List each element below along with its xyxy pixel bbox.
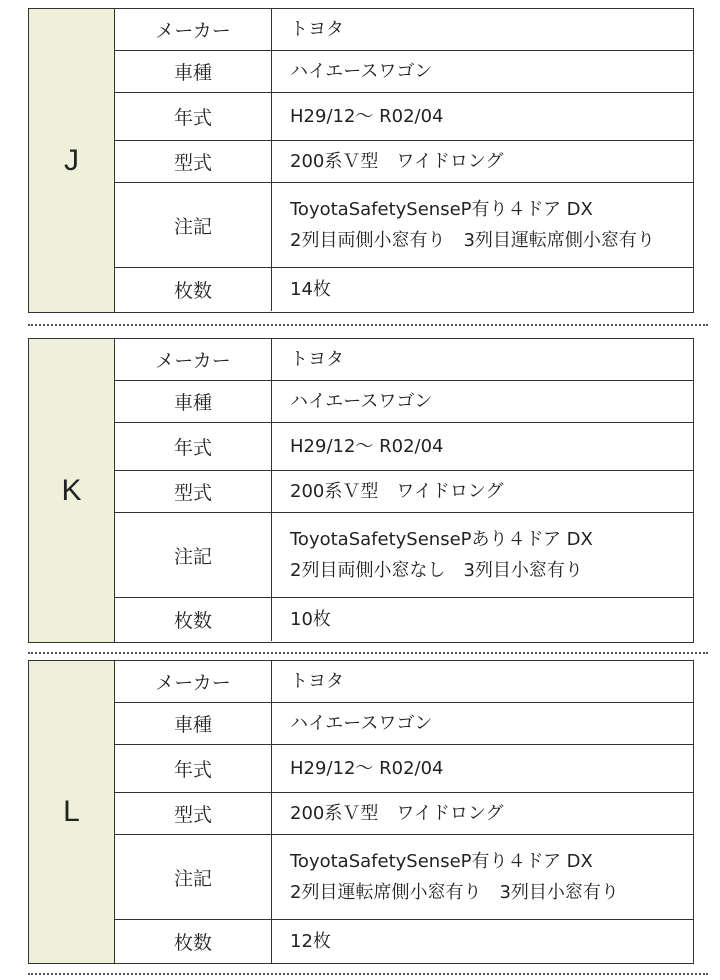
row-model xyxy=(115,51,693,93)
block-letter: J xyxy=(64,143,79,177)
value-model: ハイエースワゴン xyxy=(290,713,433,734)
note-line-2: 2列目運転席側小窓有り 3列目小窓有り xyxy=(290,882,619,903)
value-count: 12枚 xyxy=(290,931,331,952)
row-model xyxy=(115,703,693,745)
note-line-2: 2列目両側小窓なし 3列目小窓有り xyxy=(290,560,583,581)
dotted-divider xyxy=(28,324,708,326)
row-year xyxy=(115,93,693,141)
row-model xyxy=(115,381,693,423)
note-line-1: ToyotaSafetySenseP有り４ドア DX xyxy=(290,199,593,220)
label-count: 枚数 xyxy=(115,920,272,963)
value-model: ハイエースワゴン xyxy=(290,61,433,82)
value-count: 14枚 xyxy=(290,279,331,300)
note-line-2: 2列目両側小窓有り 3列目運転席側小窓有り xyxy=(290,230,655,251)
value-maker: トヨタ xyxy=(290,19,344,40)
note-line-1: ToyotaSafetySenseP有り４ドア DX xyxy=(290,851,593,872)
row-count xyxy=(115,920,693,963)
value-count: 10枚 xyxy=(290,609,331,630)
label-maker: メーカー xyxy=(115,339,272,380)
spec-rows xyxy=(115,661,693,963)
value-maker: トヨタ xyxy=(290,671,344,692)
value-model: ハイエースワゴン xyxy=(290,391,433,412)
row-year xyxy=(115,745,693,793)
row-year xyxy=(115,423,693,471)
label-year: 年式 xyxy=(115,745,272,792)
value-note xyxy=(272,835,693,919)
dotted-divider xyxy=(28,652,708,654)
block-letter: K xyxy=(61,473,82,507)
value-type: 200系Ｖ型 ワイドロング xyxy=(290,481,504,502)
value-type: 200系Ｖ型 ワイドロング xyxy=(290,803,504,824)
label-model: 車種 xyxy=(115,51,272,92)
label-type: 型式 xyxy=(115,793,272,834)
label-year: 年式 xyxy=(115,423,272,470)
label-type: 型式 xyxy=(115,471,272,512)
spec-rows xyxy=(115,9,693,312)
value-year: H29/12～ R02/04 xyxy=(290,758,444,779)
value-type: 200系Ｖ型 ワイドロング xyxy=(290,151,504,172)
spec-block-j xyxy=(28,8,694,313)
value-maker: トヨタ xyxy=(290,349,344,370)
row-note xyxy=(115,513,693,598)
row-type xyxy=(115,141,693,183)
value-year: H29/12～ R02/04 xyxy=(290,436,444,457)
label-note: 注記 xyxy=(115,835,272,919)
label-note: 注記 xyxy=(115,183,272,267)
value-note xyxy=(272,513,693,597)
label-note: 注記 xyxy=(115,513,272,597)
row-maker xyxy=(115,339,693,381)
row-maker xyxy=(115,9,693,51)
value-year: H29/12～ R02/04 xyxy=(290,106,444,127)
note-line-1: ToyotaSafetySensePあり４ドア DX xyxy=(290,529,593,550)
block-letter-cell xyxy=(29,339,115,642)
block-letter-cell xyxy=(29,661,115,963)
row-count xyxy=(115,268,693,311)
label-year: 年式 xyxy=(115,93,272,140)
block-letter-cell xyxy=(29,9,115,312)
spec-block-l xyxy=(28,660,694,964)
row-type xyxy=(115,471,693,513)
row-note xyxy=(115,183,693,268)
label-type: 型式 xyxy=(115,141,272,182)
label-maker: メーカー xyxy=(115,9,272,50)
row-maker xyxy=(115,661,693,703)
value-note xyxy=(272,183,693,267)
label-model: 車種 xyxy=(115,381,272,422)
spec-block-k xyxy=(28,338,694,643)
dotted-divider xyxy=(28,973,708,975)
spec-rows xyxy=(115,339,693,642)
label-count: 枚数 xyxy=(115,598,272,641)
label-count: 枚数 xyxy=(115,268,272,311)
row-type xyxy=(115,793,693,835)
label-maker: メーカー xyxy=(115,661,272,702)
label-model: 車種 xyxy=(115,703,272,744)
row-note xyxy=(115,835,693,920)
row-count xyxy=(115,598,693,641)
block-letter: L xyxy=(63,795,80,828)
